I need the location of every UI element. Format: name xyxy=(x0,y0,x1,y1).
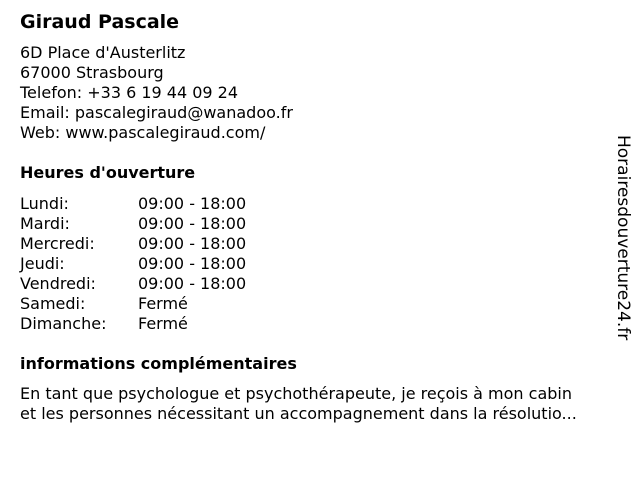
time-value: 09:00 - 18:00 xyxy=(138,194,247,213)
description-line: et les personnes nécessitant un accompagnement dans la résolutio... xyxy=(20,404,577,423)
time-value: Fermé xyxy=(138,314,188,333)
hours-row-monday xyxy=(20,194,280,214)
day-label: Samedi: xyxy=(20,294,86,313)
opening-hours-title: Heures d'ouverture xyxy=(20,163,196,182)
day-label: Jeudi: xyxy=(20,254,65,273)
address-street: 6D Place d'Austerlitz xyxy=(20,43,186,62)
day-label: Lundi: xyxy=(20,194,69,213)
hours-row-sunday xyxy=(20,314,280,334)
day-label: Mardi: xyxy=(20,214,70,233)
email-text: Email: pascalegiraud@wanadoo.fr xyxy=(20,103,293,122)
additional-info-title: informations complémentaires xyxy=(20,354,297,373)
hours-row-wednesday xyxy=(20,234,280,254)
address-city: 67000 Strasbourg xyxy=(20,63,164,82)
time-value: 09:00 - 18:00 xyxy=(138,254,247,273)
day-label: Vendredi: xyxy=(20,274,96,293)
day-label: Mercredi: xyxy=(20,234,95,253)
description-line: En tant que psychologue et psychothérapeute, je reçois à mon cabin xyxy=(20,384,572,403)
time-value: 09:00 - 18:00 xyxy=(138,234,247,253)
hours-row-saturday xyxy=(20,294,280,314)
website-text: Web: www.pascalegiraud.com/ xyxy=(20,123,266,142)
time-value: 09:00 - 18:00 xyxy=(138,274,247,293)
time-value: 09:00 - 18:00 xyxy=(138,214,247,233)
site-watermark: Horairesdouverture24.fr xyxy=(613,135,633,341)
opening-hours-list xyxy=(20,194,280,334)
day-label: Dimanche: xyxy=(20,314,107,333)
contact-block xyxy=(20,43,293,143)
business-name: Giraud Pascale xyxy=(20,11,180,33)
hours-row-tuesday xyxy=(20,214,280,234)
time-value: Fermé xyxy=(138,294,188,313)
hours-row-friday xyxy=(20,274,280,294)
phone-text: Telefon: +33 6 19 44 09 24 xyxy=(20,83,239,102)
hours-row-thursday xyxy=(20,254,280,274)
additional-info-text xyxy=(20,384,625,424)
